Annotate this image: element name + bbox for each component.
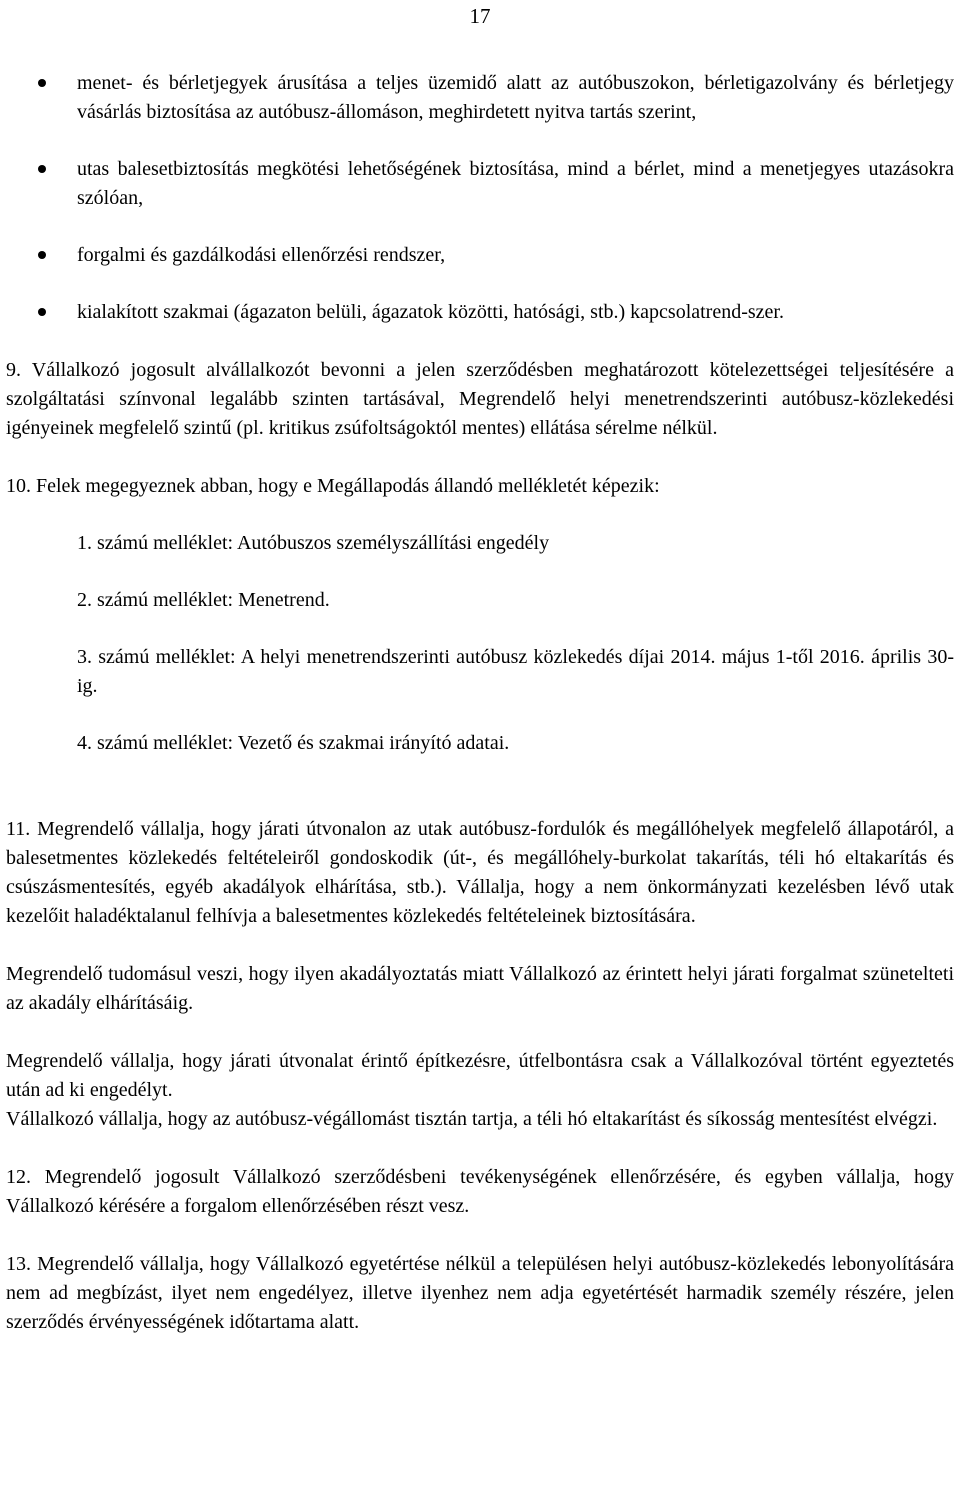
paragraph-10: 10. Felek megegyeznek abban, hogy e Megállapodás állandó mellékletét képezik:: [6, 475, 660, 497]
paragraph-12: 12. Megrendelő jogosult Vállalkozó szerződésbeni tevékenységének ellenőrzésére, és egyben vállalja, hogy Vállalkozó kérésére a forgalom ellenőrzésében részt vesz.: [6, 1166, 954, 1217]
paragraph-11-construction: Megrendelő vállalja, hogy járati útvonalat érintő építkezésre, útfelbontásra csak a Vállalkozóval történt egyeztetés után ad ki engedélyt.: [6, 1050, 954, 1101]
bullet-list: [6, 69, 954, 327]
list-item: utas balesetbiztosítás megkötési lehetőségének biztosítása, mind a bérlet, mind a menetjegyes utazásokra szólóan,: [77, 155, 954, 213]
paragraph-11: 11. Megrendelő vállalja, hogy járati útvonalon az utak autóbusz-fordulók és megállóhelyek megfelelő állapotáról, a balesetmentes közlekedés feltételeiről gondoskodik (út-, és megállóhely-burkolat takarítás, téli hó eltakarítás és csúszásmentesítés, egyéb akadályok elhárítása, stb.). Vállalja, hogy a nem önkormányzati kezelésben lévő utak kezelőit haladéktalanul felhívja a balesetmentes közlekedés feltételeinek biztosítására.: [6, 818, 954, 927]
annex-item: 2. számú melléklet: Menetrend.: [77, 589, 330, 611]
paragraph-9: 9. Vállalkozó jogosult alvállalkozót bevonni a jelen szerződésben meghatározott kötelezettségei teljesítésére a szolgáltatási színvonal legalább szinten tartásával, Megrendelő helyi menetrendszerinti autóbusz-közlekedési igényeinek megfelelő szintű (pl. kritikus zsúfoltságoktól mentes) ellátása sérelme nélkül.: [6, 359, 954, 439]
paragraph-11-terminal-cleaning: Vállalkozó vállalja, hogy az autóbusz-végállomást tisztán tartja, a téli hó eltakarítást és síkosság mentesítést elvégzi.: [6, 1108, 938, 1130]
paragraph-11-obstruction: Megrendelő tudomásul veszi, hogy ilyen akadályoztatás miatt Vállalkozó az érintett helyi járati forgalmat szünetelteti az akadály elhárításáig.: [6, 963, 954, 1014]
annex-list: [6, 529, 954, 758]
annex-item: 1. számú melléklet: Autóbuszos személyszállítási engedély: [77, 532, 550, 554]
list-item: forgalmi és gazdálkodási ellenőrzési rendszer,: [77, 241, 954, 270]
annex-item: 3. számú melléklet: A helyi menetrendszerinti autóbusz közlekedés díjai 2014. május 1-től 2016. április 30-ig.: [77, 646, 954, 697]
list-item: menet- és bérletjegyek árusítása a teljes üzemidő alatt az autóbuszokon, bérletigazolvány és bérletjegy vásárlás biztosítása az autóbusz-állomáson, meghirdetett nyitva tartás szerint,: [77, 69, 954, 127]
document-body: [6, 69, 954, 1337]
annex-item: 4. számú melléklet: Vezető és szakmai irányító adatai.: [77, 732, 510, 754]
paragraph-13: 13. Megrendelő vállalja, hogy Vállalkozó egyetértése nélkül a településen helyi autóbusz-közlekedés lebonyolítására nem ad megbízást, ilyet nem engedélyez, illetve ilyenhez nem adja egyetértését harmadik személy részére, jelen szerződés érvényességének időtartama alatt.: [6, 1253, 954, 1333]
list-item: kialakított szakmai (ágazaton belüli, ágazatok közötti, hatósági, stb.) kapcsolatrend-szer.: [77, 298, 954, 327]
page-number: 17: [469, 4, 491, 28]
